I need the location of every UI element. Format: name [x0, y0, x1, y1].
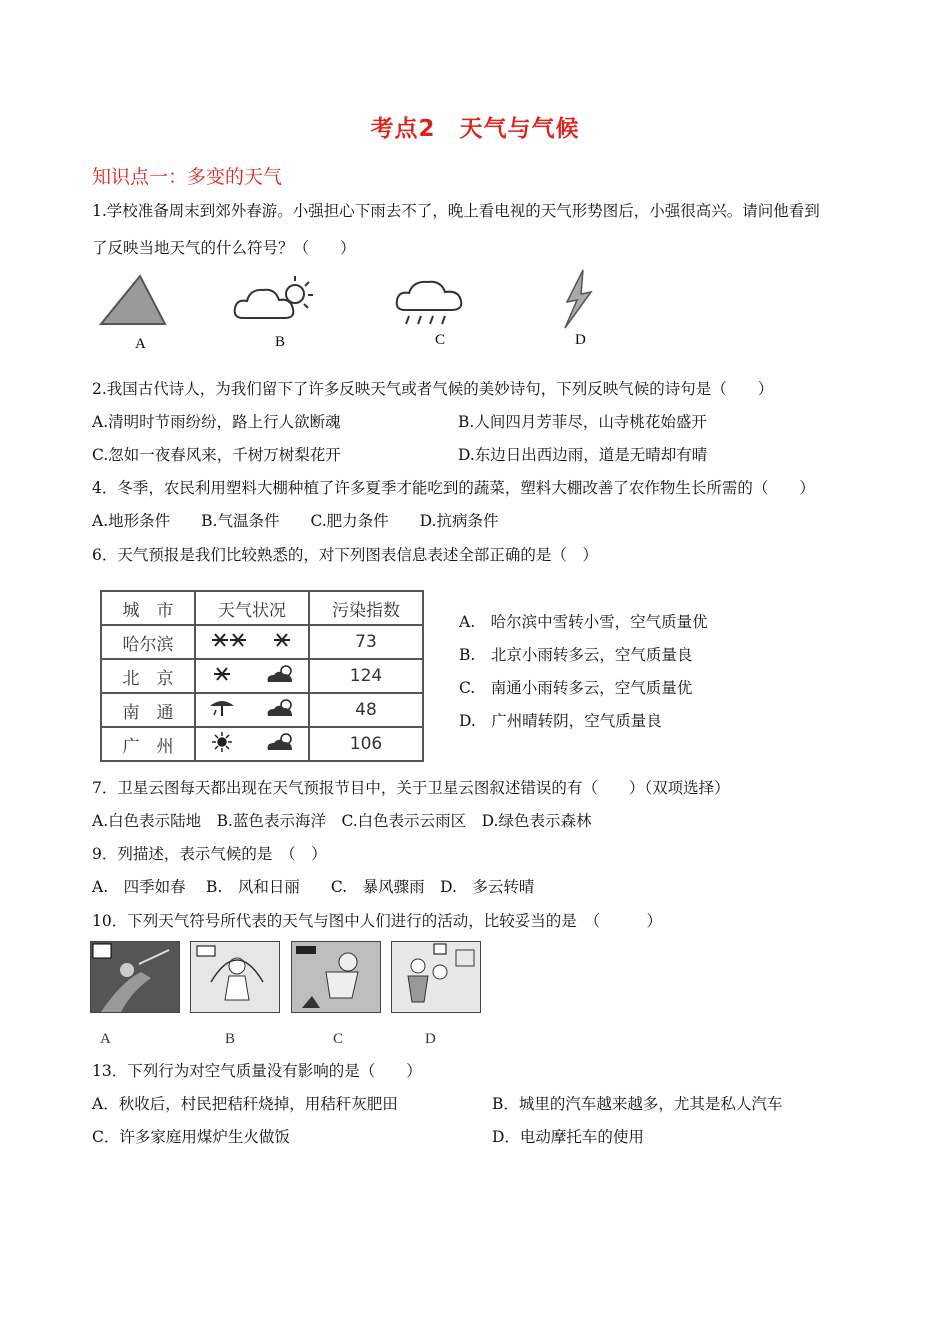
- q13-stem: 13．下列行为对空气质量没有影响的是（ ）: [92, 1062, 422, 1080]
- q6-option-a: A. 哈尔滨中雪转小雪，空气质量优: [459, 613, 708, 631]
- q10-picture-c: [291, 941, 381, 1013]
- q10-caption-c: C: [333, 1031, 344, 1047]
- q1-symbols: [95, 268, 620, 358]
- index-cell: 106: [309, 727, 423, 761]
- q1-caption-b: B: [275, 334, 286, 350]
- header-city: 城 市: [101, 591, 195, 625]
- q1-symbols-svg: [95, 268, 620, 358]
- q2-stem: 2.我国古代诗人，为我们留下了许多反映天气或者气候的美妙诗句，下列反映气候的诗句是（ ）: [92, 380, 774, 398]
- weather-cell: [195, 625, 309, 659]
- q6-option-b: B. 北京小雨转多云，空气质量良: [459, 646, 693, 664]
- section-heading: 知识点一：多变的天气: [92, 166, 283, 188]
- q9-stem: 9．列描述，表示气候的是 （ ）: [92, 845, 327, 863]
- rain-icon: [210, 701, 234, 716]
- q1-caption-c: C: [435, 332, 446, 348]
- header-weather: 天气状况: [195, 591, 309, 625]
- q7-options: A.白色表示陆地 B.蓝色表示海洋 C.白色表示云雨区 D.绿色表示森林: [92, 812, 592, 830]
- q10-caption-d: D: [425, 1031, 436, 1047]
- index-cell: 124: [309, 659, 423, 693]
- header-index: 污染指数: [309, 591, 423, 625]
- rain-cloud-icon: [397, 282, 462, 324]
- q2-option-d: D.东边日出西边雨，道是无晴却有晴: [458, 446, 708, 464]
- q6-option-c: C. 南通小雨转多云，空气质量优: [459, 679, 693, 697]
- city-cell: 广 州: [101, 727, 195, 761]
- weather-cell: [195, 659, 309, 693]
- q13-option-c: C．许多家庭用煤炉生火做饭: [92, 1128, 290, 1146]
- q1-stem-line2: 了反映当地天气的什么符号？（ ）: [92, 239, 356, 257]
- city-cell: 南 通: [101, 693, 195, 727]
- q2-option-b: B.人间四月芳菲尽，山寺桃花始盛开: [458, 413, 707, 431]
- weather-cell: [195, 727, 309, 761]
- q2-option-a: A.清明时节雨纷纷，路上行人欲断魂: [92, 413, 341, 431]
- weather-table-grid: [100, 590, 424, 762]
- partly-cloudy-icon: [268, 666, 292, 682]
- weather-cell: [195, 693, 309, 727]
- table-row: [101, 727, 423, 761]
- q4-stem: 4．冬季，农民利用塑料大棚种植了许多夏季才能吃到的蔬菜，塑料大棚改善了农作物生长所需的（ ）: [92, 479, 815, 497]
- q10-caption-a: A: [100, 1031, 111, 1047]
- q9-options: A. 四季如春 B. 风和日丽 C. 暴风骤雨 D. 多云转晴: [92, 878, 535, 896]
- city-cell: 北 京: [101, 659, 195, 693]
- sunny-icon: [212, 732, 232, 752]
- q6-stem: 6．天气预报是我们比较熟悉的，对下列图表信息表述全部正确的是（ ）: [92, 546, 598, 564]
- q10-picture-d: [391, 941, 481, 1013]
- q6-option-d: D. 广州晴转阴，空气质量良: [459, 712, 662, 730]
- q13-option-a: A．秋收后，村民把秸秆烧掉，用秸秆灰肥田: [92, 1095, 398, 1113]
- lightning-icon: [565, 270, 591, 328]
- partly-cloudy-icon: [268, 734, 292, 750]
- q7-stem: 7．卫星云图每天都出现在天气预报节目中，关于卫星云图叙述错误的有（ ）（双项选择）: [92, 779, 730, 797]
- q10-picture-a: [90, 941, 180, 1013]
- partly-cloudy-icon: [268, 700, 292, 716]
- q13-option-b: B．城里的汽车越来越多，尤其是私人汽车: [492, 1095, 783, 1113]
- q1-stem-line1: 1.学校准备周末到郊外春游。小强担心下雨去不了，晚上看电视的天气形势图后，小强很高兴。请问他看到: [92, 202, 820, 220]
- cloud-sun-icon: [235, 276, 313, 318]
- q10-picture-b: [190, 941, 280, 1013]
- triangle-icon: [101, 276, 165, 324]
- q1-caption-a: A: [135, 336, 146, 352]
- table-row: [101, 625, 423, 659]
- q13-option-d: D．电动摩托车的使用: [492, 1128, 644, 1146]
- city-cell: 哈尔滨: [101, 625, 195, 659]
- table-row: [101, 693, 423, 727]
- table-row: [101, 659, 423, 693]
- index-cell: 73: [309, 625, 423, 659]
- heavy-snow-icon: [212, 634, 246, 646]
- weather-table: [100, 590, 424, 762]
- index-cell: 48: [309, 693, 423, 727]
- q1-caption-d: D: [575, 332, 586, 348]
- q4-options: A.地形条件 B.气温条件 C.肥力条件 D.抗病条件: [92, 512, 499, 530]
- page-title: 考点2 天气与气候: [370, 116, 580, 142]
- table-header-row: [101, 591, 423, 625]
- snow-icon: [214, 668, 230, 680]
- q2-option-c: C.忽如一夜春风来，千树万树梨花开: [92, 446, 341, 464]
- q10-stem: 10．下列天气符号所代表的天气与图中人们进行的活动，比较妥当的是 （ ）: [92, 912, 662, 930]
- q10-caption-b: B: [225, 1031, 236, 1047]
- snow-icon: [274, 634, 290, 646]
